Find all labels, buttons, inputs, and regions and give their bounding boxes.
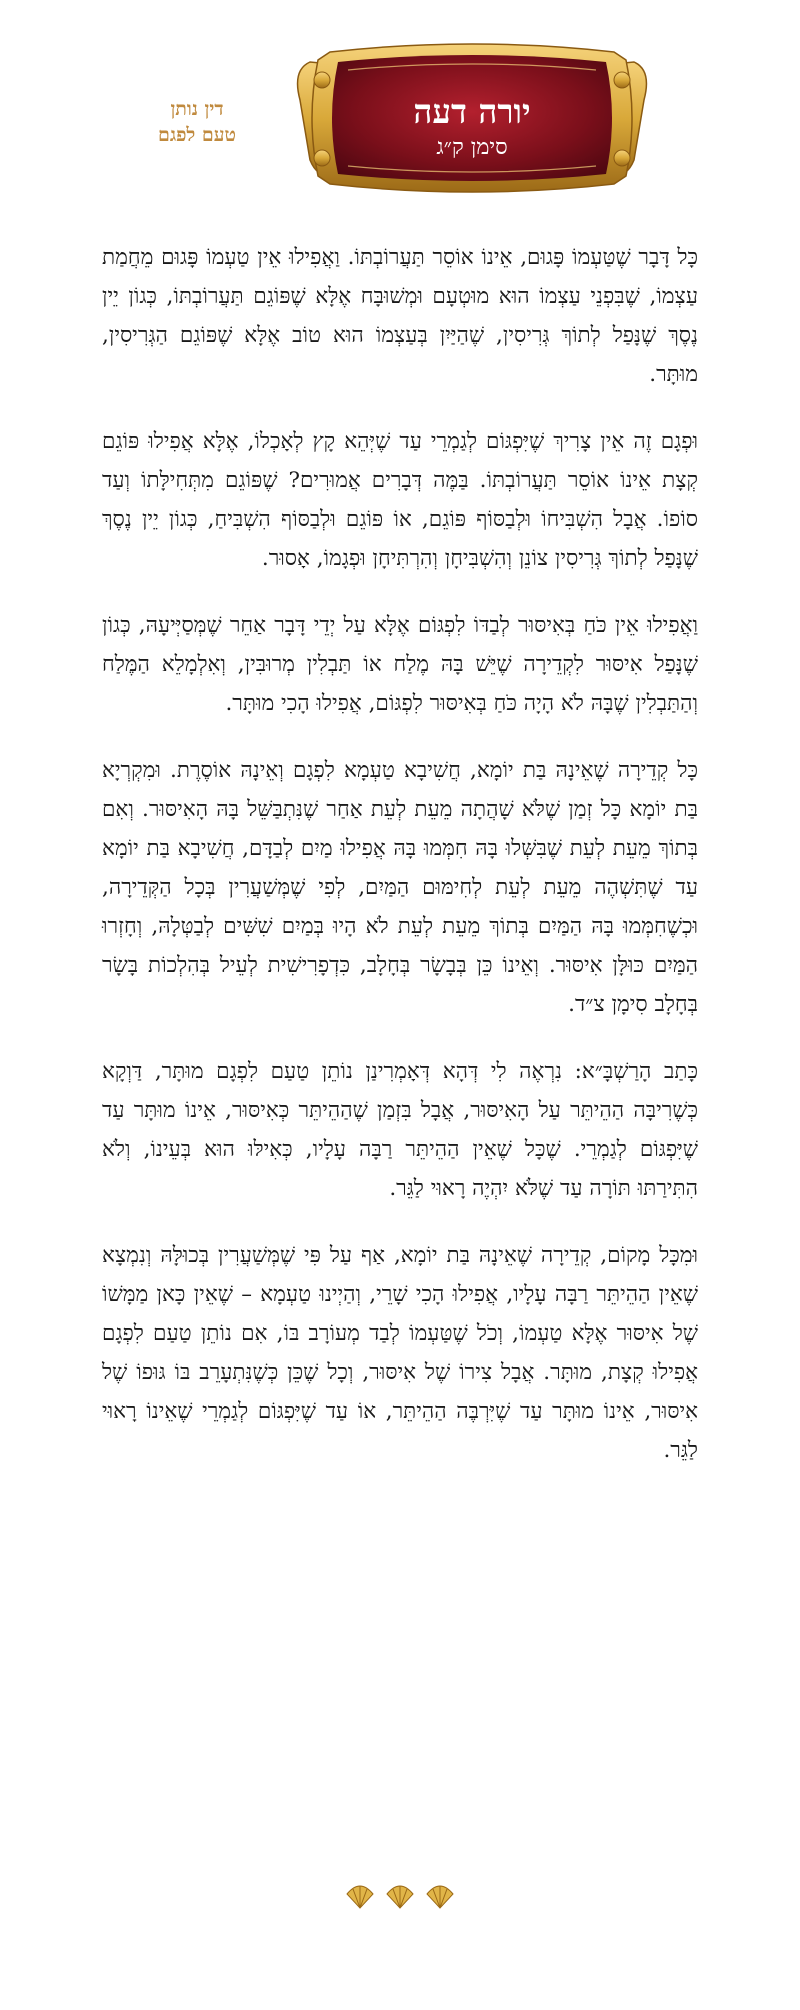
footer-ornament <box>0 1882 800 1922</box>
paragraph-3: וַאֲפִילוּ אֵין כֹּחַ בְּאִיסּוּר לְבַדּוֹ לִפְגּוֹם אֶלָּא עַל יְדֵי דָּבָר אַחֵר שֶׁמְּסַיְּיעָהּ, כְּגוֹן שֶׁנָּפַל אִיסּוּר לִקְדֵירָה שֶׁיֵּשׁ בָּהּ מֶלַח אוֹ תַּבְלִין מְרוּבִּין, וְאִלְמָלֵא הַמֶּלַח וְהַתַּבְלִין שֶׁבָּהּ לֹא הָיָה כֹּחַ בְּאִיסּוּר לִפְגּוֹם, אֲפִילוּ הָכִי מוּתָּר. <box>102 613 698 716</box>
paragraph-2: וּפְגָם זֶה אֵין צָרִיךְ שֶׁיִּפְגּוֹם לְגַמְרֵי עַד שֶׁיְּהֵא קָץ לְאָכְלוֹ, אֶלָּא אֲפִילוּ פּוֹגֵם קְצָת אֵינוֹ אוֹסֵר תַּעֲרוֹבְתּוֹ. בַּמֶּה דְּבָרִים אֲמוּרִים? שֶׁפּוֹגֵם מִתְּחִילָּתוֹ וְעַד סוֹפוֹ. אֲבָל הִשְׁבִּיחוֹ וּלְבַסּוֹף פּוֹגֵם, אוֹ פּוֹגֵם וּלְבַסּוֹף הִשְׁבִּיחַ, כְּגוֹן יֵין נֶסֶךְ שֶׁנָּפַל לְתוֹךְ גְּרִיסִין צוֹנֵן וְהִשְׁבִּיחָן וְהִרְתִּיחָן וּפְגָמוֹ, אָסוּר. <box>102 429 698 571</box>
page-header <box>0 0 800 215</box>
scroll-subtitle: סימן ק״ג <box>436 135 508 160</box>
paragraph-6: וּמִכָּל מָקוֹם, קְדֵירָה שֶׁאֵינָהּ בַּת יוֹמָא, אַף עַל פִּי שֶׁמְּשַׁעֲרִין בְּכוּלָּהּ וְנִמְצָא שֶׁאֵין הַהֵיתֵּר רַבָּה עָלָיו, אֲפִילוּ הָכִי שָׁרֵי, וְהַיְינוּ טַעְמָא – שֶׁאֵין כָּאן מַמָּשׁוֹ שֶׁל אִיסּוּר אֶלָּא טַעְמוֹ, וְכֹל שֶׁטַּעְמוֹ לְבַד מְעוֹרָב בּוֹ, אִם נוֹתֵן טַעַם לִפְגָם אֲפִילוּ קְצָת, מוּתָּר. אֲבָל צִירוֹ שֶׁל אִיסּוּר, וְכָל שֶׁכֵּן כְּשֶׁנִּתְעָרֵב בּוֹ גּוּפוֹ שֶׁל אִיסּוּר, אֵינוֹ מוּתָּר עַד שֶׁיִּרְבֶּה הַהֵיתֵּר, אוֹ עַד שֶׁיִּפְגּוֹם לְגַמְרֵי שֶׁאֵינוֹ רָאוּי לַגֵּר. <box>102 1243 698 1463</box>
paragraph-4: כָּל קְדֵירָה שֶׁאֵינָהּ בַּת יוֹמָא, חֲשִׁיבָא טַעְמָא לִפְגָם וְאֵינָהּ אוֹסֶרֶת. וּמִקְרְיָא בַּת יוֹמָא כָּל זְמַן שֶׁלֹּא שָׁהֲתָה מֵעֵת לְעֵת אַחַר שֶׁנִּתְבַּשֵּׁל בָּהּ הָאִיסּוּר. וְאִם בְּתוֹךְ מֵעֵת לְעֵת שֶׁבִּשְּׁלוּ בָּהּ חִמְּמוּ בָּהּ אֲפִילוּ מַיִם לְבַדָּם, חֲשִׁיבָא בַּת יוֹמָא עַד שֶׁתִּשְׁהֶה מֵעֵת לְעֵת לְחִימּוּם הַמַּיִם, לְפִי שֶׁמְּשַׁעֲרִין בְּכָל הַקְּדֵירָה, וּכְשֶׁחִמְּמוּ בָּהּ הַמַּיִם בְּתוֹךְ מֵעֵת לְעֵת לֹא הָיוּ בְּמַיִם שִׁשִּׁים לְבַטְּלָהּ, וְחָזְרוּ הַמַּיִם כּוּלָּן אִיסּוּר. וְאֵינוֹ כֵּן בְּבָשָׂר בְּחָלָב, כִּדְפָרִישִׁית לְעֵיל בְּהִלְכוֹת בָּשָׂר בְּחָלָב סִימָן צ״ד. <box>102 758 698 1017</box>
text-body <box>102 238 698 1498</box>
golden-shell-icon <box>424 1882 456 1910</box>
paragraph-5: כָּתַב הָרַשְׁבָּ״א: נִרְאֶה לִי דְּהָא דְּאָמְרִינַן נוֹתֵן טַעַם לִפְגָם מוּתָּר, דַּוְקָא כְּשֶׁרִיבָּה הַהֵיתֵּר עַל הָאִיסּוּר, אֲבָל בִּזְמַן שֶׁהַהֵיתֵּר כְּאִיסּוּר, אֵינוֹ מוּתָּר עַד שֶׁיִּפְגּוֹם לְגַמְרֵי. שֶׁכָּל שֶׁאֵין הַהֵיתֵּר רַבָּה עָלָיו, כְּאִילּוּ הוּא בְּעֵינוֹ, וְלֹא הִתִּירַתּוּ תּוֹרָה עַד שֶׁלֹּא יִהְיֶה רָאוּי לַגֵּר. <box>102 1059 698 1201</box>
scroll-title: יורה דעה <box>413 92 531 131</box>
side-label-line-2: טעם לפגם <box>157 124 237 146</box>
golden-shell-icon <box>344 1882 376 1910</box>
paragraph-1: כָּל דָּבָר שֶׁטַּעְמוֹ פָּגוּם, אֵינוֹ אוֹסֵר תַּעֲרוֹבְתּוֹ. וַאֲפִילוּ אֵין טַעְמוֹ פָּגוּם מֵחֲמַת עַצְמוֹ, שֶׁבִּפְנֵי עַצְמוֹ הוּא מוּטְעָם וּמְשׁוּבָּח אֶלָּא שֶׁפּוֹגֵם תַּעֲרוֹבְתּוֹ, כְּגוֹן יֵין נֶסֶךְ שֶׁנָּפַל לְתוֹךְ גְּרִיסִין, שֶׁהַיַּיִן בְּעַצְמוֹ הוּא טוֹב אֶלָּא שֶׁפּוֹגֵם הַגְּרִיסִין, מוּתָּר. <box>102 245 698 387</box>
side-label-line-1: דין נותן <box>170 98 224 120</box>
golden-shell-icon <box>384 1882 416 1910</box>
